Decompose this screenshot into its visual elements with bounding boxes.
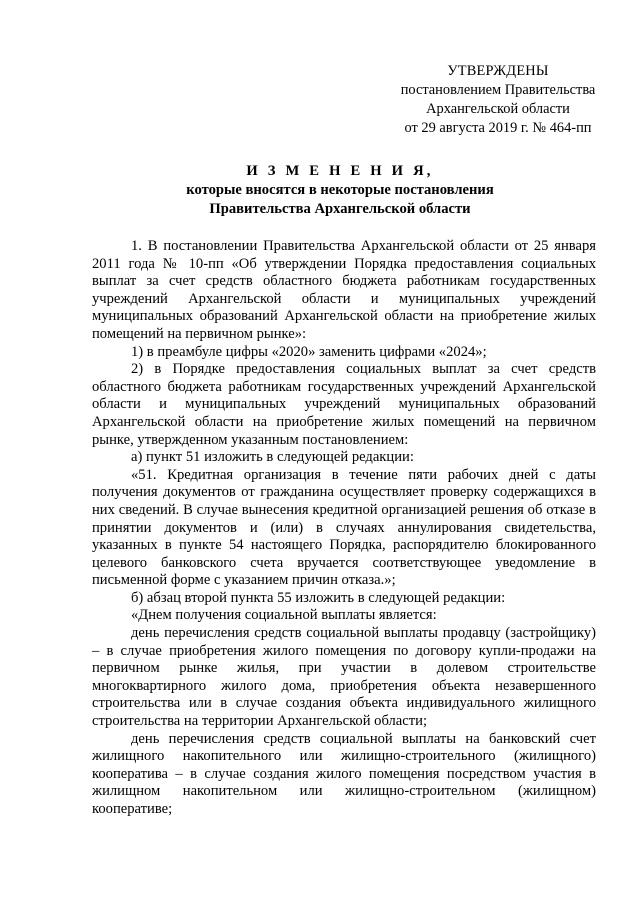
- paragraph-day-seller: день перечисления средств социальной выплаты продавцу (застройщику) – в случае приобретения жилого помещения по договору купли-продажи на первичном рынке жилья, при участии в долевом строительстве многоквартирного жилого дома, приобретения объекта незавершенного строительства или в случае создания объекта индивидуального жилищного строительства на территории Архангельской области;: [92, 625, 596, 730]
- paragraph-1-1: 1) в преамбуле цифры «2020» заменить цифрами «2024»;: [131, 343, 487, 360]
- document-body: [92, 238, 596, 819]
- approval-block: [383, 62, 613, 138]
- paragraph-51: «51. Кредитная организация в течение пяти рабочих дней с даты получения документов от гражданина осуществляет проверку содержащихся в них сведений. В случае вынесения кредитной организацией решения об отказе в принятии документов и (или) в случаях аннулирования свидетельства, указанных в пункте 54 настоящего Порядка, распорядителю блокированного целевого банковского счета вручается соответствующее уведомление в письменной форме с указанием причин отказа.»;: [92, 466, 596, 589]
- title-subline: Правительства Архангельской области: [209, 201, 471, 217]
- paragraph-1-2: 2) в Порядке предоставления социальных выплат за счет средств областного бюджета работникам государственных учреждений Архангельской области и муниципальных учреждений муниципальных образований Архангельской области на приобретение жилых помещений на первичном рынке, утвержденном указанным постановлением:: [92, 361, 596, 448]
- paragraph-day-intro: «Днем получения социальной выплаты является:: [131, 607, 437, 624]
- paragraph-day-cooperative: день перечисления средств социальной выплаты на банковский счет жилищного накопительного или жилищно-строительного (жилищного) кооператива – в случае создания жилого помещения посредством участия в жилищном накопительном или жилищно-строительном (жилищном) кооперативе;: [92, 730, 596, 817]
- approval-line: Архангельской области: [426, 101, 570, 117]
- approval-line: постановлением Правительства: [400, 82, 596, 98]
- title-subline: которые вносятся в некоторые постановления: [186, 182, 494, 198]
- approval-heading: УТВЕРЖДЕНЫ: [447, 63, 549, 79]
- title-heading: И З М Е Н Е Н И Я,: [246, 163, 434, 179]
- paragraph-1: 1. В постановлении Правительства Архангельской области от 25 января 2011 года № 10-пп «Об утверждении Порядка предоставления социальных выплат за счет средств областного бюджета работникам государственных учреждений Архангельской области и муниципальных учреждений муниципальных образований Архангельской области на приобретение жилых помещений на первичном рынке»:: [92, 238, 596, 342]
- paragraph-a: а) пункт 51 изложить в следующей редакции:: [131, 449, 414, 466]
- paragraph-b: б) абзац второй пункта 55 изложить в следующей редакции:: [131, 589, 506, 606]
- approval-date-line: от 29 августа 2019 г. № 464-пп: [404, 120, 592, 136]
- document-title: [120, 162, 560, 219]
